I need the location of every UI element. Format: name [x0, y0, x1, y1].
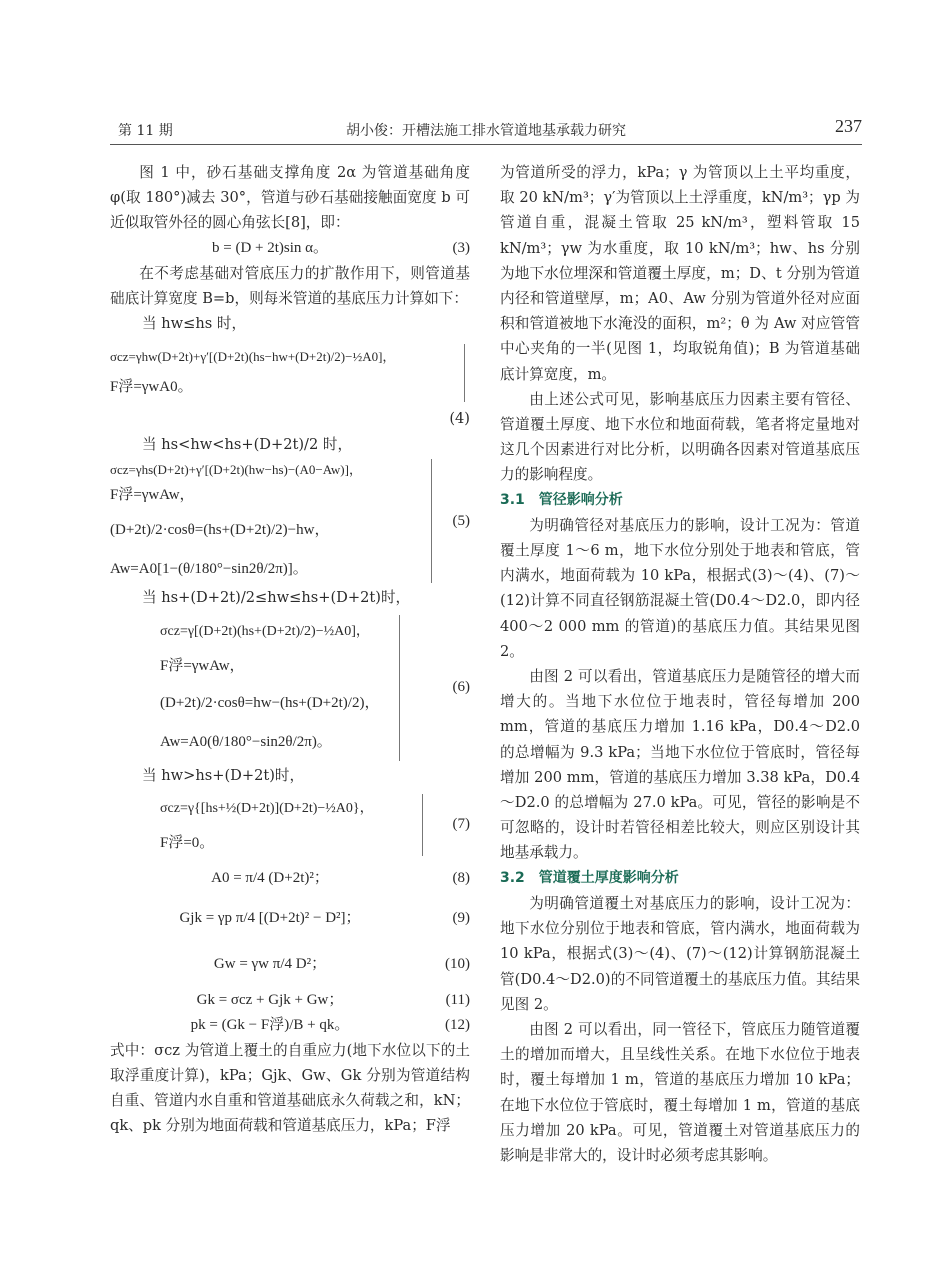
equation-number: (9) — [452, 909, 470, 926]
equation-number: (4) — [449, 410, 470, 428]
equation-7: σcz=γ{[hs+½(D+2t)](D+2t)−½A0}， F浮=0。 (7) — [110, 788, 470, 860]
running-header — [110, 118, 862, 145]
page-number: 237 — [835, 116, 862, 136]
condition-label: 当 hs+(D+2t)/2≤hw≤hs+(D+2t)时， — [142, 589, 411, 607]
paragraph: 在不考虑基础对管底压力的扩散作用下，则管道基础底计算宽度 B=b，则每米管道的基底压力计算如下： — [110, 264, 470, 307]
equation-number: (5) — [452, 513, 470, 530]
equation-11: Gk = σcz + Gjk + Gw； (11) — [110, 988, 470, 1013]
paragraph: 式中：σcz 为管道上覆土的自重应力(地下水位以下的土取浮重度计算)，kPa；Gjk、Gw、Gk 分别为管道结构自重、管道内水自重和管道基础底永久荷载之和，kN；qk、pk 分别为地面荷载和管道基底压力，kPa；F浮 — [110, 1041, 470, 1135]
equation-6: σcz=γ[(D+2t)(hs+(D+2t)/2)−½A0]， F浮=γwAw， (D+2t)/2·cosθ=hw−(hs+(D+2t)/2)， Aw=A0(θ/180°−sin2θ/2π)。 (6) — [110, 611, 470, 763]
equation-number: (10) — [445, 955, 470, 972]
paragraph: 图 1 中，砂石基础支撑角度 2α 为管道基础角度 φ(取 180°)减去 30°，管道与砂石基础接触面宽度 b 可近似取管外径的圆心角弦长[8]，即： — [110, 164, 470, 232]
equation-10: Gw = γw π/4 D²； (10) — [110, 942, 470, 988]
equation-4: σcz=γhw(D+2t)+γ′[(D+2t)(hs−hw+(D+2t)/2)−½A0]， F浮=γwA0。 — [110, 336, 470, 406]
paragraph: 由图 2 可以看出，同一管径下，管底压力随管道覆土的增加而增大，且呈线性关系。在地下水位位于地表时，覆土每增加 1 m，管道的基底压力增加 10 kPa；在地下水位位于管底时，覆土每增加 1 m，管道的基底压力增加 20 kPa。可见，管道覆土对管道基底压力的影响是非常大的，设计时必须考虑其影响。 — [500, 1020, 860, 1164]
equation-12: pk = (Gk − F浮)/B + qk。 (12) — [110, 1013, 470, 1038]
equation-number: (12) — [445, 1016, 470, 1033]
condition-label: 当 hs<hw<hs+(D+2t)/2 时， — [142, 436, 353, 454]
issue-label: 第 11 期 — [118, 123, 173, 139]
section-heading: 3.1 管径影响分析 — [500, 491, 623, 508]
equation-5: σcz=γhs(D+2t)+γ′[(D+2t)(hw−hs)−(A0−Aw)]， F浮=γwAw， (D+2t)/2·cosθ=(hs+(D+2t)/2)−hw， Aw=A0[1−(θ/180°−sin2θ/2π)]。 (5) — [110, 457, 470, 585]
paragraph: 为明确管径对基底压力的影响，设计工况为：管道覆土厚度 1～6 m，地下水位分别处于地表和管底，管内满水，地面荷载为 10 kPa，根据式(3)～(4)、(7)～(12)计算不同直径钢筋混凝土管(D0.4～D2.0，即内径 400～2 000 mm 的管道)的基底压力值。其结果见图 2。 — [500, 516, 860, 660]
paragraph: 为管道所受的浮力，kPa；γ 为管顶以上土平均重度，取 20 kN/m³；γ′为管顶以上土浮重度，kN/m³；γp 为管道自重，混凝土管取 25 kN/m³，塑料管取 15 kN/m³；γw 为水重度，取 10 kN/m³；hw、hs 分别为地下水位埋深和管道覆土厚度，m；D、t 分别为管道内径和管道壁厚，m；A0、Aw 分别为管道外径对应面积和管道被地下水淹没的面积，m²；θ 为 Aw 对应管管中心夹角的一半(见图 1，均取锐角值)；B 为管道基础底计算宽度，m。 — [500, 164, 860, 383]
equation-9: Gjk = γp π/4 [(D+2t)² − D²]； (9) — [110, 896, 470, 942]
condition-label: 当 hw≤hs 时， — [142, 315, 247, 333]
equation-number: (8) — [452, 869, 470, 886]
right-column — [500, 160, 860, 1168]
condition-label: 当 hw>hs+(D+2t)时， — [142, 766, 305, 784]
equation-number: (6) — [452, 678, 470, 695]
equation-number: (3) — [452, 239, 470, 256]
equation-number: (7) — [452, 815, 470, 832]
paragraph: 为明确管道覆土对基底压力的影响，设计工况为：地下水位分别位于地表和管底，管内满水，地面荷载为 10 kPa，根据式(3)～(4)、(7)～(12)计算钢筋混凝土管(D0.4～D2.0)的不同管道覆土的基底压力值。其结果见图 2。 — [500, 894, 860, 1013]
equation-3: b = (D + 2t)sin α。 (3) — [110, 236, 470, 261]
equation-8: A0 = π/4 (D+2t)²； (8) — [110, 860, 470, 896]
section-heading: 3.2 管道覆土厚度影响分析 — [500, 869, 679, 886]
equation-number: (11) — [445, 991, 470, 1008]
left-column — [110, 160, 470, 1139]
paragraph: 由上述公式可见，影响基底压力因素主要有管径、管道覆土厚度、地下水位和地面荷载，笔者将定量地对这几个因素进行对比分析，以明确各因素对管道基底压力的影响程度。 — [500, 390, 860, 484]
running-title: 胡小俊：开槽法施工排水管道地基承载力研究 — [346, 123, 626, 139]
paragraph: 由图 2 可以看出，管道基底压力是随管径的增大而增大的。当地下水位位于地表时，管径每增加 200 mm，管道的基底压力增加 1.16 kPa，D0.4～D2.0 的总增幅为 9.3 kPa；当地下水位位于管底时，管径每增加 200 mm，管道的基底压力增加 3.38 kPa，D0.4～D2.0 的总增幅为 27.0 kPa。可见，管径的影响是不可忽略的，设计时若管径相差比较大，则应区别设计其地基承载力。 — [500, 668, 860, 862]
